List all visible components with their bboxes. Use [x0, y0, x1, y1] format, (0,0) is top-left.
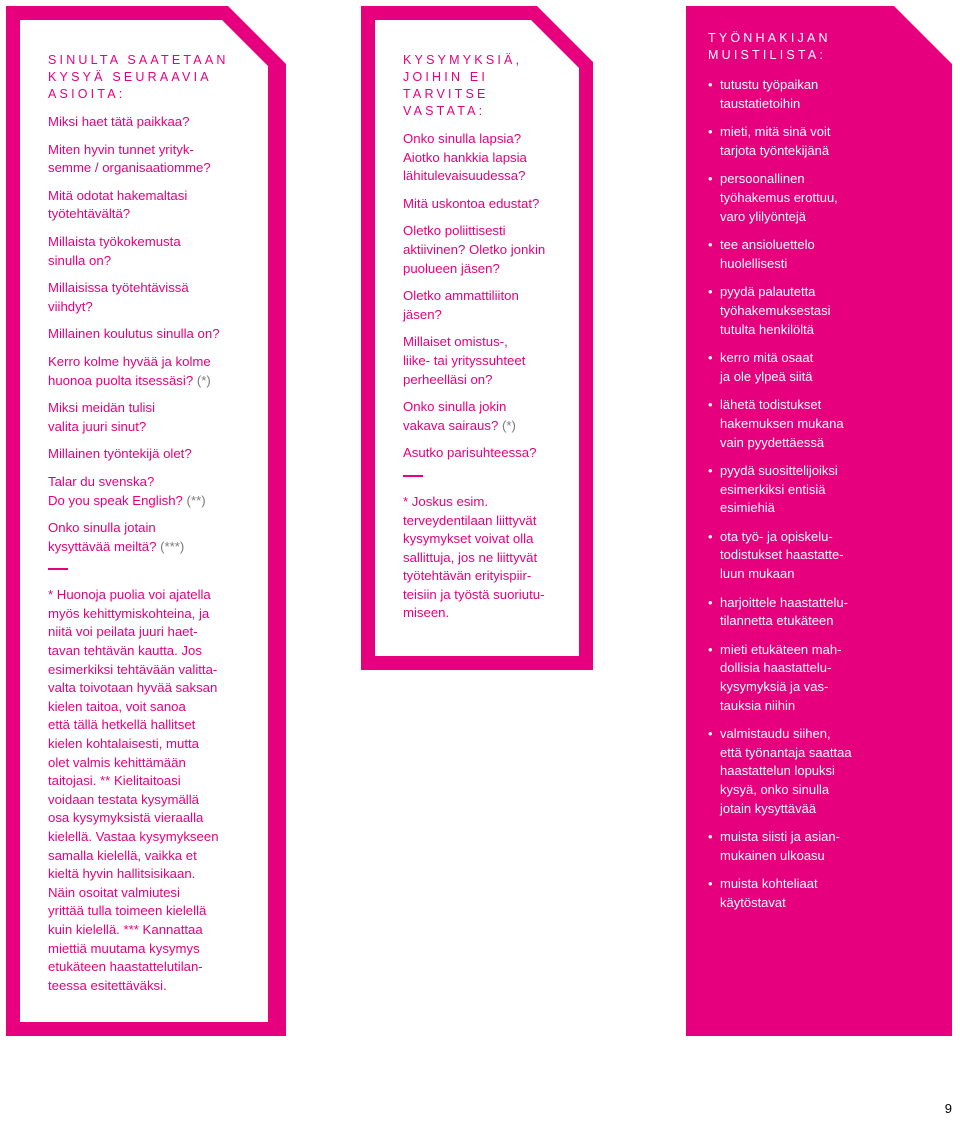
checklist-item [708, 236, 944, 273]
question-item [403, 287, 573, 324]
bullet-icon: • [708, 876, 713, 892]
left-question-list [48, 113, 258, 556]
checklist-item [708, 528, 944, 584]
question-text: Oletko ammattiliiton jäsen? [403, 288, 519, 322]
page-number: 9 [944, 1101, 952, 1116]
question-item [403, 195, 573, 214]
question-item [48, 187, 258, 224]
question-item [48, 399, 258, 436]
checklist-item-text: valmistaudu siihen, että työnantaja saattaa haastattelun lopuksi kysyä, onko sinulla jotain kysyttävää [720, 726, 852, 816]
checklist [708, 76, 944, 913]
bullet-icon: • [708, 284, 713, 300]
separator-dash [403, 475, 423, 477]
checklist-item [708, 283, 944, 339]
checklist-item-text: lähetä todistukset hakemuksen mukana vain pyydettäessä [720, 397, 844, 450]
question-text: Talar du svenska? Do you speak English? [48, 473, 183, 508]
bullet-icon: • [708, 463, 713, 479]
bullet-icon: • [708, 350, 713, 366]
checklist-item-text: harjoittele haastattelu- tilannetta etukäteen [720, 594, 848, 629]
bullet-icon: • [708, 237, 713, 253]
bullet-icon: • [708, 124, 713, 140]
checklist-item [708, 594, 944, 631]
checklist-item [708, 828, 944, 865]
question-text: Millainen työntekijä olet? [48, 446, 192, 462]
checklist-item-text: muista kohteliaat käytöstavat [720, 876, 818, 910]
question-text: Miten hyvin tunnet yrityk- semme / organisaatiomme? [48, 141, 211, 176]
bullet-icon: • [708, 397, 713, 413]
question-item [48, 279, 258, 316]
question-item [403, 444, 573, 463]
question-text: Oletko poliittisesti aktiivinen? Oletko jonkin puolueen jäsen? [403, 223, 546, 276]
checklist-item-text: mieti etukäteen mah- dollisia haastattelu- kysymyksiä ja vas- tauksia niihin [720, 641, 842, 713]
checklist-item [708, 725, 944, 818]
checklist-item-text: tee ansioluettelo huolellisesti [720, 237, 815, 271]
checklist-item [708, 875, 944, 912]
question-item [403, 130, 573, 186]
bullet-icon: • [708, 171, 713, 187]
question-text: Asutko parisuhteessa? [403, 445, 537, 461]
checklist-item-text: kerro mitä osaat ja ole ylpeä siitä [720, 350, 814, 384]
checklist-item [708, 123, 944, 160]
checklist-item-text: muista siisti ja asian- mukainen ulkoasu [720, 829, 840, 863]
checklist-item [708, 396, 944, 452]
footnote-mark: (***) [156, 538, 185, 554]
left-box [6, 6, 286, 1036]
question-text: Onko sinulla lapsia? Aiotko hankkia lapsia lähitulevaisuudessa? [403, 131, 527, 184]
bullet-icon: • [708, 829, 713, 845]
question-text: Kerro kolme hyvää ja kolme huonoa puolta itsessäsi? [48, 353, 211, 388]
question-text: Millaiset omistus-, liike- tai yrityssuhteet perheelläsi on? [403, 334, 526, 387]
left-footnote: * Huonoja puolia voi ajatella myös kehittymiskohteina, ja niitä voi peilata juuri haet- tavan tehtävän kautta. Jos esimerkiksi tehtävään valitta- valta toivotaan hyvää saksan kielen taitoa, voit sanoa että tällä hetkellä hallitset kielen kohtalaisesti, mutta olet valmis kehittämään taitojasi. ** Kielitaitoasi voidaan testata kysymällä osa kysymyksistä vieraalla kielellä. Vastaa kysymykseen samalla kielellä, vaikka et kieltä hyvin hallitsisikaan. Näin osoitat valmiutesi yrittää tulla toimeen kielellä kuin kielellä. *** Kannattaa miettiä muutama kysymys etukäteen haastattelutilan- teessa esitettäväksi. [48, 587, 219, 993]
checklist-item-text: tutustu työpaikan taustatietoihin [720, 77, 819, 111]
question-text: Miksi haet tätä paikkaa? [48, 114, 190, 129]
checklist-item [708, 349, 944, 386]
question-text: Millaista työkokemusta sinulla on? [48, 233, 181, 268]
checklist-item-text: pyydä palautetta työhakemuksestasi tutulta henkilöltä [720, 284, 831, 337]
question-item [48, 141, 258, 178]
bullet-icon: • [708, 726, 713, 742]
question-item [48, 473, 258, 510]
question-item [403, 333, 573, 389]
question-text: Onko sinulla jokin vakava sairaus? [403, 399, 507, 433]
question-text: Millainen koulutus sinulla on? [48, 326, 220, 342]
checklist-item [708, 170, 944, 226]
right-box-heading: TYÖNHAKIJAN MUISTILISTA: [708, 31, 831, 62]
question-text: Onko sinulla jotain kysyttävää meiltä? [48, 520, 157, 554]
footnote-mark: (*) [498, 417, 516, 433]
question-item [48, 233, 258, 270]
separator-dash [48, 568, 68, 570]
checklist-item [708, 462, 944, 518]
bullet-icon: • [708, 594, 713, 610]
bullet-icon: • [708, 641, 713, 657]
middle-footnote: * Joskus esim. terveydentilaan liittyvät kysymykset voivat olla sallittuja, jos ne liittyvät työtehtävän erityispiir- teisiin ja työstä suoriutu- miseen. [403, 493, 545, 621]
checklist-item [708, 76, 944, 113]
bullet-icon: • [708, 77, 713, 92]
right-box [686, 6, 952, 1036]
question-text: Mitä uskontoa edustat? [403, 195, 540, 211]
question-item [48, 519, 258, 556]
question-item [48, 325, 258, 344]
checklist-item-text: persoonallinen työhakemus erottuu, varo ylilyöntejä [720, 171, 838, 224]
question-text: Millaisissa työtehtävissä viihdyt? [48, 280, 189, 314]
question-item [403, 398, 573, 435]
question-item [403, 222, 573, 278]
bullet-icon: • [708, 528, 713, 544]
checklist-item-text: pyydä suosittelijoiksi esimerkiksi entisiä esimiehiä [720, 463, 838, 516]
checklist-item-text: mieti, mitä sinä voit tarjota työntekijänä [720, 124, 831, 158]
middle-box [361, 6, 593, 670]
footnote-mark: (*) [193, 372, 211, 388]
question-text: Miksi meidän tulisi valita juuri sinut? [48, 400, 155, 434]
middle-box-heading: KYSYMYKSIÄ, JOIHIN EI TARVITSE VASTATA: [403, 53, 523, 118]
question-item [48, 113, 258, 132]
question-item [48, 445, 258, 464]
question-text: Mitä odotat hakemaltasi työtehtävältä? [48, 187, 188, 222]
checklist-item [708, 641, 944, 715]
middle-question-list [403, 130, 573, 463]
footnote-mark: (**) [182, 492, 206, 508]
question-item [48, 353, 258, 390]
checklist-item-text: ota työ- ja opiskelu- todistukset haastatte- luun mukaan [720, 528, 844, 582]
left-box-heading: SINULTA SAATETAAN KYSYÄ SEURAAVIA ASIOITA: [48, 53, 229, 101]
